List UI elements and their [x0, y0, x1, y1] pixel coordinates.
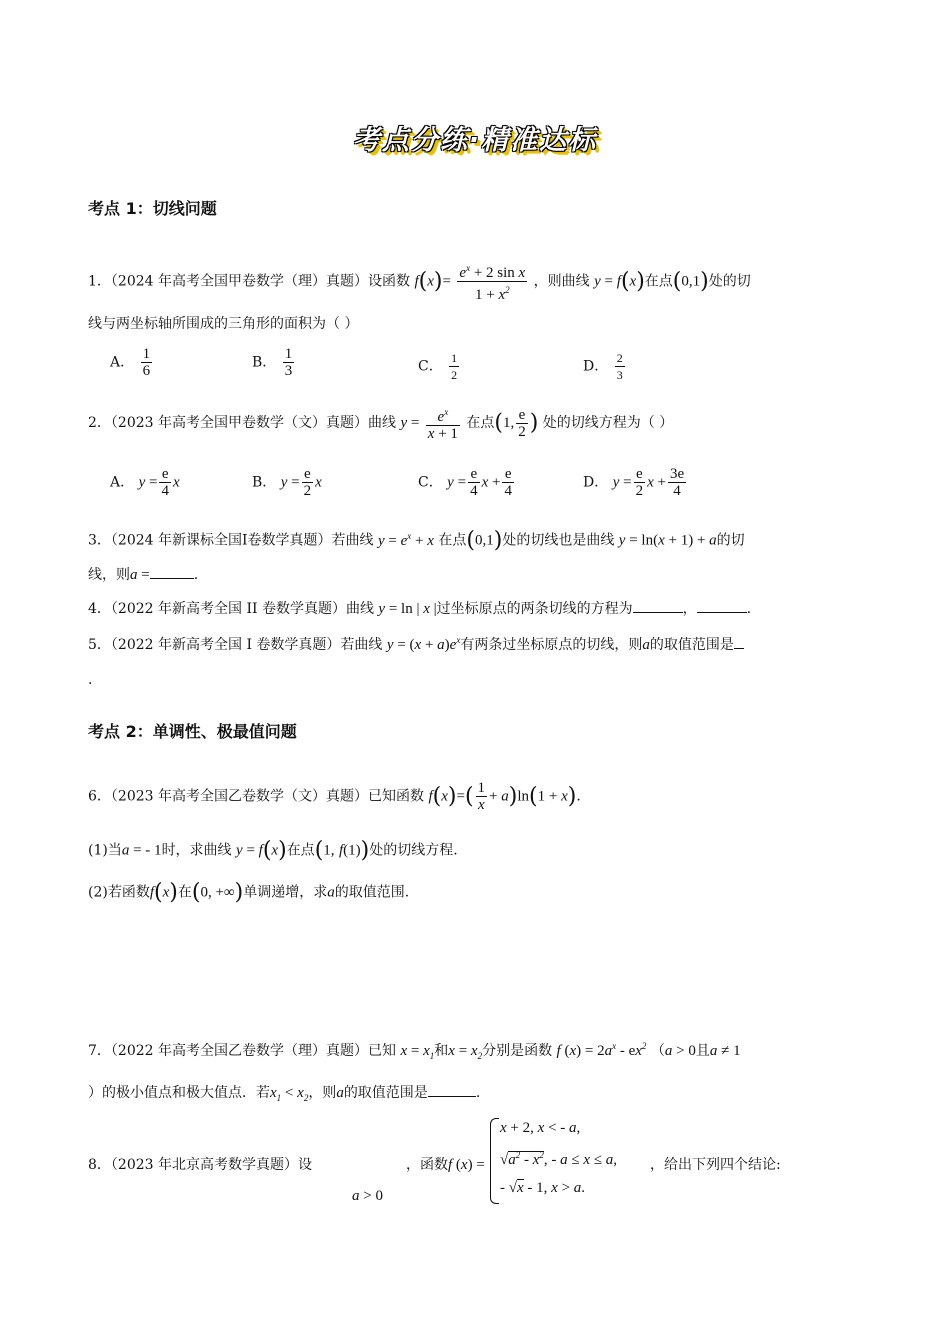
question-2: 2．（2023 年高考全国甲卷数学（文）真题）曲线 y = $\frac{e^x}{x + 1}$ 在点(1, $\frac{e}{2}$ ) 处的切线方程为（ ） — [88, 404, 673, 442]
q2-option-c[interactable]: C． y = $\frac{e}{4}$ x + $\frac{e}{4}$ — [418, 466, 512, 499]
q4-answer-blank-1[interactable] — [633, 612, 683, 613]
q3-answer-blank[interactable] — [150, 578, 194, 579]
q2-option-b[interactable]: B． y = $\frac{e}{2}$ x — [252, 466, 322, 499]
q1-option-d[interactable]: D． $\frac{2}{3}$ — [583, 351, 623, 382]
question-1-line2: 线与两坐标轴所围成的三角形的面积为（ ） — [88, 316, 359, 332]
question-5-line2: . — [88, 672, 93, 688]
question-3: 3．（2024 年新课标全国Ⅰ卷数学真题）若曲线 $y = e^x + x$ 在点(0,1)处的切线也是曲线 y = ln(x + 1) + a的切 — [88, 528, 745, 553]
q8-condition: a > 0 — [352, 1188, 383, 1204]
q4-answer-blank-2[interactable] — [697, 612, 747, 613]
page-banner: 考点分练·精准达标 — [352, 125, 598, 156]
question-7: 7．（2022 年高考全国乙卷数学（理）真题）已知 $x = x_1$和$x = x_2$分别是函数 f $(x) = 2a^x - ex^2$ （a > 0且a ≠ 1 — [88, 1041, 741, 1061]
q2-option-d[interactable]: D． y = $\frac{e}{2}$ x + $\frac{3e}{4}$ — [583, 466, 685, 499]
question-7-line2: ）的极小值点和极大值点．若$x_1 < x_2$，则a的取值范围是 . — [88, 1085, 481, 1103]
q7-answer-blank[interactable] — [428, 1096, 476, 1097]
q1-option-b[interactable]: B． $\frac{1}{3}$ — [252, 346, 293, 379]
question-1: 1．（2024 年高考全国甲卷数学（理）真题）设函数 f(x)= $\frac{e^x + 2 \sin x}{1 + x^2}$ ，则曲线 y = f(x)在点(0,1)处的切 — [88, 260, 751, 303]
piecewise-case-3: - √x - 1, x > a. — [500, 1180, 586, 1196]
question-6-part-1: (1)当a = - 1时，求曲线 y = f(x)在点(1, f(1))处的切线方程. — [88, 838, 458, 863]
question-6: 6．（2023 年高考全国乙卷数学（文）真题）已知函数 f(x)=( $\frac{1}{x}$ + a)ln(1 + x). — [88, 780, 581, 813]
q1-option-a[interactable]: A． $\frac{1}{6}$ — [110, 346, 151, 379]
question-4: 4．（2022 年新高考全国 II 卷数学真题）曲线 y = ln | x |过坐标原点的两条切线的方程为 ， . — [88, 601, 752, 617]
question-6-part-2: (2)若函数f(x)在(0, +∞)单调递增，求a的取值范围. — [88, 880, 410, 905]
piecewise-case-2: $√a^2 - x^2$, - a ≤ x ≤ a, — [500, 1150, 618, 1168]
piecewise-case-1: x + 2, x < - a, — [500, 1120, 581, 1136]
section-heading-1: 考点 1：切线问题 — [88, 199, 217, 218]
question-8-tail: ，给出下列四个结论: — [650, 1157, 781, 1173]
q1-option-c[interactable]: C． $\frac{1}{2}$ — [418, 351, 458, 382]
section-heading-2: 考点 2：单调性、极最值问题 — [88, 722, 297, 741]
question-5: 5．（2022 年新高考全国 I 卷数学真题）若曲线 $y = (x + a)e^x$有两条过坐标原点的切线，则a的取值范围是 — [88, 634, 744, 654]
q1-function-fraction: $\frac{e^x + 2 \sin x}{1 + x^2}$ — [457, 260, 527, 303]
q5-answer-blank[interactable] — [734, 648, 744, 649]
question-3-line2: 线，则a = . — [88, 567, 199, 583]
question-8: 8．（2023 年北京高考数学真题）设 — [88, 1157, 313, 1173]
question-8-mid: ，函数f (x) = — [406, 1157, 485, 1173]
q2-option-a[interactable]: A． y = $\frac{e}{4}$ x — [110, 466, 180, 499]
piecewise-brace — [490, 1118, 499, 1204]
